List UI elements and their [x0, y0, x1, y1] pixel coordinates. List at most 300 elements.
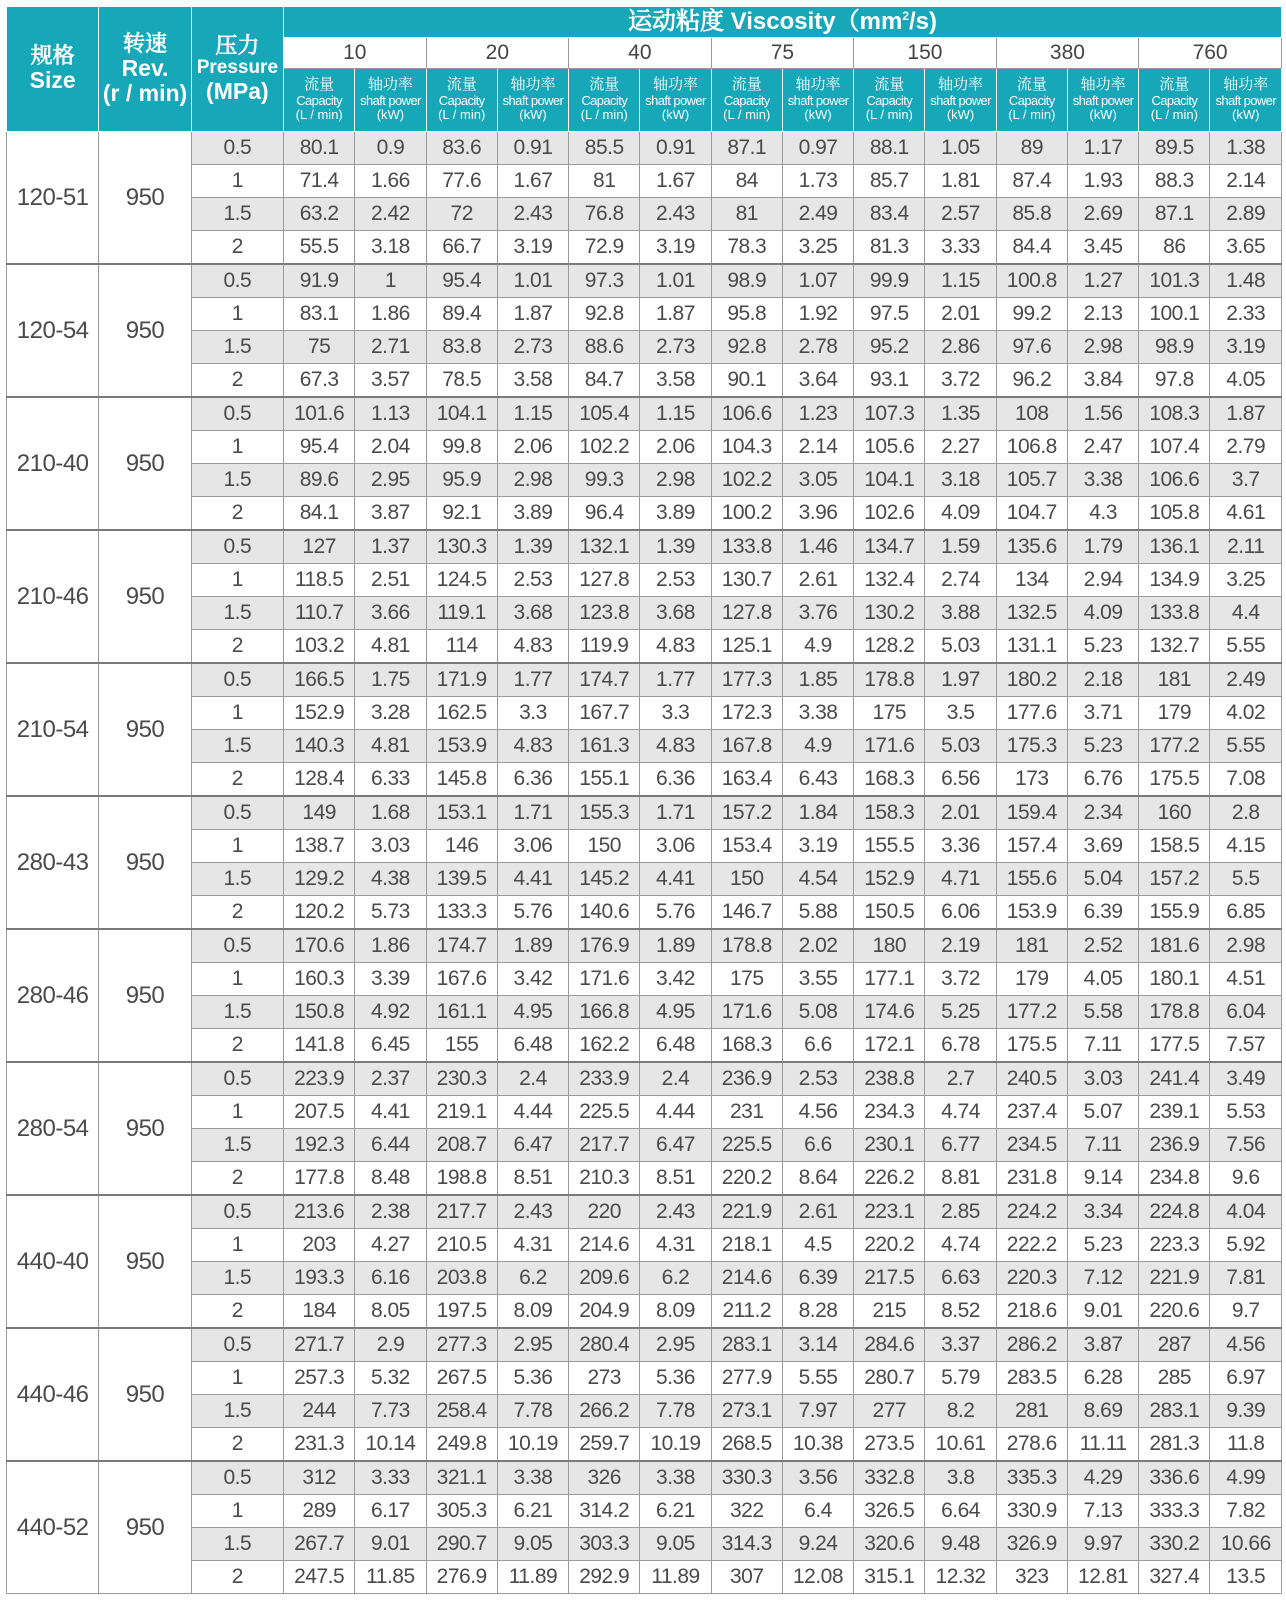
- shaft-power-cell: 3.18: [925, 464, 996, 497]
- shaft-power-cell: 3.87: [1067, 1328, 1138, 1362]
- shaft-power-cell: 3.03: [355, 830, 426, 863]
- capacity-subheader-unit: (L / min): [580, 107, 628, 123]
- capacity-cell: 234.5: [996, 1129, 1067, 1162]
- pressure-cell: 1: [191, 1362, 283, 1395]
- capacity-cell: 233.9: [569, 1062, 640, 1096]
- capacity-cell: 178.8: [854, 663, 925, 697]
- shaft-power-cell: 2.86: [925, 331, 996, 364]
- shaft-power-cell: 9.01: [355, 1528, 426, 1561]
- capacity-cell: 221.9: [711, 1195, 782, 1229]
- shaft-power-cell: 7.12: [1067, 1262, 1138, 1295]
- shaft-power-cell: 3.19: [497, 231, 568, 265]
- shaft-power-cell: 3.19: [782, 830, 853, 863]
- capacity-cell: 158.5: [1139, 830, 1210, 863]
- table-row: [7, 564, 1282, 597]
- capacity-cell: 323: [996, 1561, 1067, 1594]
- shaft-power-cell: 1.93: [1067, 165, 1138, 198]
- capacity-cell: 83.1: [284, 298, 355, 331]
- shaft-power-cell: 1.77: [640, 663, 711, 697]
- shaft-power-cell: 7.78: [640, 1395, 711, 1428]
- shaft-power-cell: 12.08: [782, 1561, 853, 1594]
- capacity-cell: 96.2: [996, 364, 1067, 398]
- capacity-cell: 166.5: [284, 663, 355, 697]
- rev-cell: 950: [99, 132, 191, 265]
- capacity-cell: 220: [569, 1195, 640, 1229]
- shaft-power-cell: 3.69: [1067, 830, 1138, 863]
- capacity-cell: 314.2: [569, 1495, 640, 1528]
- shaft-power-cell: 7.97: [782, 1395, 853, 1428]
- pressure-cell: 0.5: [191, 663, 283, 697]
- capacity-cell: 203.8: [426, 1262, 497, 1295]
- capacity-cell: 155.6: [996, 863, 1067, 896]
- size-cell: 440-46: [7, 1328, 99, 1461]
- capacity-cell: 92.1: [426, 497, 497, 531]
- capacity-cell: 180: [854, 929, 925, 963]
- capacity-cell: 119.9: [569, 630, 640, 664]
- shaft-power-subheader-cn: 轴功率: [652, 76, 698, 94]
- rev-cell: 950: [99, 397, 191, 530]
- shaft-power-cell: 6.2: [497, 1262, 568, 1295]
- capacity-cell: 283.1: [711, 1328, 782, 1362]
- shaft-power-cell: 5.58: [1067, 996, 1138, 1029]
- shaft-power-cell: 10.19: [497, 1428, 568, 1462]
- capacity-cell: 322: [711, 1495, 782, 1528]
- capacity-cell: 230.1: [854, 1129, 925, 1162]
- capacity-cell: 130.7: [711, 564, 782, 597]
- rev-cell: 950: [99, 796, 191, 929]
- capacity-cell: 177.6: [996, 697, 1067, 730]
- capacity-cell: 127: [284, 530, 355, 564]
- shaft-power-cell: 2.13: [1067, 298, 1138, 331]
- shaft-power-cell: 3.33: [355, 1461, 426, 1495]
- capacity-cell: 104.7: [996, 497, 1067, 531]
- shaft-power-subheader-en: shaft power: [502, 92, 564, 108]
- capacity-cell: 133.8: [711, 530, 782, 564]
- shaft-power-cell: 10.14: [355, 1428, 426, 1462]
- capacity-cell: 119.1: [426, 597, 497, 630]
- shaft-power-cell: 6.16: [355, 1262, 426, 1295]
- shaft-power-cell: 3.96: [782, 497, 853, 531]
- capacity-cell: 123.8: [569, 597, 640, 630]
- capacity-cell: 95.2: [854, 331, 925, 364]
- shaft-power-cell: 2.38: [355, 1195, 426, 1229]
- capacity-cell: 133.3: [426, 896, 497, 930]
- shaft-power-cell: 2.04: [355, 431, 426, 464]
- capacity-cell: 160.3: [284, 963, 355, 996]
- shaft-power-cell: 5.79: [925, 1362, 996, 1395]
- shaft-power-cell: 2.49: [782, 198, 853, 231]
- table-header: [7, 7, 1282, 132]
- shaft-power-cell: 5.36: [640, 1362, 711, 1395]
- capacity-cell: 330.9: [996, 1495, 1067, 1528]
- shaft-power-cell: 4.95: [640, 996, 711, 1029]
- shaft-power-cell: 2.18: [1067, 663, 1138, 697]
- shaft-power-cell: 6.77: [925, 1129, 996, 1162]
- shaft-power-cell: 2.01: [925, 298, 996, 331]
- capacity-cell: 98.9: [1139, 331, 1210, 364]
- pressure-cell: 2: [191, 231, 283, 265]
- shaft-power-cell: 5.5: [1210, 863, 1282, 896]
- capacity-cell: 231.8: [996, 1162, 1067, 1196]
- shaft-power-cell: 6.39: [782, 1262, 853, 1295]
- capacity-cell: 332.8: [854, 1461, 925, 1495]
- capacity-cell: 333.3: [1139, 1495, 1210, 1528]
- capacity-cell: 307: [711, 1561, 782, 1594]
- shaft-power-subheader-unit: (kW): [946, 107, 975, 123]
- shaft-power-cell: 4.04: [1210, 1195, 1282, 1229]
- shaft-power-cell: 2.27: [925, 431, 996, 464]
- capacity-cell: 92.8: [569, 298, 640, 331]
- capacity-subheader: [711, 69, 782, 132]
- capacity-cell: 286.2: [996, 1328, 1067, 1362]
- shaft-power-cell: 2.53: [782, 1062, 853, 1096]
- capacity-cell: 273.5: [854, 1428, 925, 1462]
- capacity-cell: 157.2: [711, 796, 782, 830]
- viscosity-value-header: 150: [854, 38, 997, 69]
- shaft-power-cell: 6.6: [782, 1029, 853, 1063]
- shaft-power-cell: 2.98: [1210, 929, 1282, 963]
- capacity-cell: 105.7: [996, 464, 1067, 497]
- capacity-cell: 131.1: [996, 630, 1067, 664]
- capacity-subheader-en: Capacity: [723, 92, 770, 108]
- capacity-subheader-cn: 流量: [304, 76, 335, 94]
- capacity-cell: 102.2: [569, 431, 640, 464]
- shaft-power-cell: 1.17: [1067, 132, 1138, 165]
- viscosity-header-prefix: 运动粘度 Viscosity（mm: [628, 7, 903, 35]
- shaft-power-subheader-cn: 轴功率: [938, 76, 984, 94]
- shaft-power-cell: 2.42: [355, 198, 426, 231]
- shaft-power-cell: 2.8: [1210, 796, 1282, 830]
- shaft-power-cell: 4.61: [1210, 497, 1282, 531]
- shaft-power-cell: 1.46: [782, 530, 853, 564]
- capacity-cell: 276.9: [426, 1561, 497, 1594]
- capacity-cell: 281: [996, 1395, 1067, 1428]
- capacity-cell: 78.3: [711, 231, 782, 265]
- capacity-cell: 247.5: [284, 1561, 355, 1594]
- shaft-power-cell: 1.56: [1067, 397, 1138, 431]
- capacity-cell: 336.6: [1139, 1461, 1210, 1495]
- capacity-cell: 108: [996, 397, 1067, 431]
- capacity-cell: 72.9: [569, 231, 640, 265]
- shaft-power-cell: 4.05: [1067, 963, 1138, 996]
- shaft-power-cell: 1.01: [497, 264, 568, 298]
- shaft-power-cell: 6.44: [355, 1129, 426, 1162]
- shaft-power-cell: 2.06: [497, 431, 568, 464]
- shaft-power-cell: 2.52: [1067, 929, 1138, 963]
- pressure-cell: 1: [191, 963, 283, 996]
- capacity-cell: 136.1: [1139, 530, 1210, 564]
- capacity-cell: 146.7: [711, 896, 782, 930]
- shaft-power-cell: 3.19: [1210, 331, 1282, 364]
- shaft-power-cell: 8.2: [925, 1395, 996, 1428]
- shaft-power-cell: 2.73: [497, 331, 568, 364]
- capacity-cell: 214.6: [711, 1262, 782, 1295]
- capacity-cell: 91.9: [284, 264, 355, 298]
- capacity-subheader-en: Capacity: [1008, 92, 1055, 108]
- capacity-cell: 97.5: [854, 298, 925, 331]
- table-row: [7, 730, 1282, 763]
- shaft-power-cell: 1.39: [640, 530, 711, 564]
- capacity-subheader: [569, 69, 640, 132]
- shaft-power-cell: 12.32: [925, 1561, 996, 1594]
- shaft-power-cell: 4.5: [782, 1229, 853, 1262]
- capacity-cell: 102.2: [711, 464, 782, 497]
- capacity-cell: 284.6: [854, 1328, 925, 1362]
- shaft-power-cell: 4.44: [497, 1096, 568, 1129]
- capacity-cell: 174.7: [426, 929, 497, 963]
- shaft-power-cell: 1.75: [355, 663, 426, 697]
- shaft-power-cell: 2.98: [640, 464, 711, 497]
- shaft-power-subheader-en: shaft power: [1072, 92, 1134, 108]
- capacity-cell: 231.3: [284, 1428, 355, 1462]
- capacity-cell: 96.4: [569, 497, 640, 531]
- capacity-subheader-unit: (L / min): [723, 107, 771, 123]
- capacity-cell: 171.6: [854, 730, 925, 763]
- shaft-power-cell: 5.03: [925, 630, 996, 664]
- capacity-cell: 273.1: [711, 1395, 782, 1428]
- viscosity-value-header: 10: [284, 38, 427, 69]
- capacity-cell: 181: [996, 929, 1067, 963]
- table-row: [7, 1029, 1282, 1063]
- shaft-power-cell: 5.36: [497, 1362, 568, 1395]
- shaft-power-cell: 9.01: [1067, 1295, 1138, 1329]
- pressure-cell: 0.5: [191, 1062, 283, 1096]
- capacity-cell: 105.4: [569, 397, 640, 431]
- capacity-cell: 84.1: [284, 497, 355, 531]
- capacity-cell: 209.6: [569, 1262, 640, 1295]
- capacity-cell: 181: [1139, 663, 1210, 697]
- capacity-cell: 236.9: [711, 1062, 782, 1096]
- shaft-power-subheader-en: shaft power: [360, 92, 421, 108]
- capacity-cell: 219.1: [426, 1096, 497, 1129]
- shaft-power-cell: 2.49: [1210, 663, 1282, 697]
- shaft-power-cell: 5.88: [782, 896, 853, 930]
- table-row: [7, 830, 1282, 863]
- capacity-subheader-unit: (L / min): [1008, 107, 1056, 123]
- pressure-cell: 1.5: [191, 331, 283, 364]
- table-row: [7, 896, 1282, 930]
- size-cell: 210-46: [7, 530, 99, 663]
- capacity-cell: 106.8: [996, 431, 1067, 464]
- shaft-power-cell: 2.53: [497, 564, 568, 597]
- capacity-cell: 83.8: [426, 331, 497, 364]
- capacity-cell: 285: [1139, 1362, 1210, 1395]
- capacity-cell: 140.6: [569, 896, 640, 930]
- shaft-power-subheader-unit: (kW): [376, 107, 405, 123]
- shaft-power-cell: 6.39: [1067, 896, 1138, 930]
- capacity-cell: 107.3: [854, 397, 925, 431]
- shaft-power-cell: 3.72: [925, 364, 996, 398]
- capacity-subheader-cn: 流量: [589, 76, 620, 94]
- capacity-cell: 83.6: [426, 132, 497, 165]
- shaft-power-cell: 6.56: [925, 763, 996, 797]
- capacity-cell: 84.4: [996, 231, 1067, 265]
- capacity-cell: 174.7: [569, 663, 640, 697]
- shaft-power-subheader: [782, 69, 853, 132]
- capacity-cell: 145.8: [426, 763, 497, 797]
- capacity-cell: 239.1: [1139, 1096, 1210, 1129]
- capacity-cell: 161.1: [426, 996, 497, 1029]
- shaft-power-cell: 5.76: [640, 896, 711, 930]
- capacity-cell: 139.5: [426, 863, 497, 896]
- capacity-cell: 259.7: [569, 1428, 640, 1462]
- capacity-cell: 220.3: [996, 1262, 1067, 1295]
- shaft-power-cell: 1.85: [782, 663, 853, 697]
- capacity-cell: 95.4: [426, 264, 497, 298]
- shaft-power-cell: 5.25: [925, 996, 996, 1029]
- capacity-cell: 241.4: [1139, 1062, 1210, 1096]
- capacity-cell: 277.9: [711, 1362, 782, 1395]
- pressure-cell: 0.5: [191, 796, 283, 830]
- shaft-power-cell: 4.29: [1067, 1461, 1138, 1495]
- shaft-power-cell: 3.65: [1210, 231, 1282, 265]
- capacity-cell: 104.1: [854, 464, 925, 497]
- shaft-power-cell: 2.47: [1067, 431, 1138, 464]
- table-row: [7, 697, 1282, 730]
- shaft-power-cell: 4.74: [925, 1229, 996, 1262]
- shaft-power-subheader: [1067, 69, 1138, 132]
- shaft-power-cell: 3.38: [1067, 464, 1138, 497]
- capacity-cell: 81: [711, 198, 782, 231]
- capacity-cell: 128.4: [284, 763, 355, 797]
- shaft-power-cell: 3.3: [497, 697, 568, 730]
- shaft-power-cell: 11.89: [497, 1561, 568, 1594]
- shaft-power-cell: 1.15: [497, 397, 568, 431]
- shaft-power-cell: 2.14: [1210, 165, 1282, 198]
- shaft-power-cell: 2.71: [355, 331, 426, 364]
- table-row: [7, 1428, 1282, 1462]
- shaft-power-subheader: [1210, 69, 1282, 132]
- capacity-cell: 95.8: [711, 298, 782, 331]
- capacity-cell: 157.4: [996, 830, 1067, 863]
- shaft-power-cell: 6.43: [782, 763, 853, 797]
- shaft-power-cell: 2.4: [497, 1062, 568, 1096]
- shaft-power-cell: 6.85: [1210, 896, 1282, 930]
- shaft-power-cell: 4.81: [355, 730, 426, 763]
- shaft-power-cell: 2.11: [1210, 530, 1282, 564]
- capacity-cell: 135.6: [996, 530, 1067, 564]
- shaft-power-cell: 3.14: [782, 1328, 853, 1362]
- shaft-power-cell: 2.53: [640, 564, 711, 597]
- capacity-cell: 161.3: [569, 730, 640, 763]
- shaft-power-cell: 8.48: [355, 1162, 426, 1196]
- size-header: [7, 7, 99, 132]
- shaft-power-cell: 3.38: [640, 1461, 711, 1495]
- capacity-cell: 168.3: [711, 1029, 782, 1063]
- shaft-power-cell: 1.67: [497, 165, 568, 198]
- shaft-power-subheader-en: shaft power: [930, 92, 991, 108]
- capacity-subheader: [854, 69, 925, 132]
- shaft-power-cell: 3.38: [497, 1461, 568, 1495]
- shaft-power-cell: 4.95: [497, 996, 568, 1029]
- shaft-power-cell: 4.54: [782, 863, 853, 896]
- capacity-cell: 89: [996, 132, 1067, 165]
- capacity-cell: 208.7: [426, 1129, 497, 1162]
- shaft-power-cell: 2.95: [355, 464, 426, 497]
- capacity-cell: 140.3: [284, 730, 355, 763]
- shaft-power-cell: 2.57: [925, 198, 996, 231]
- pressure-cell: 2: [191, 1561, 283, 1594]
- capacity-cell: 100.2: [711, 497, 782, 531]
- capacity-cell: 85.5: [569, 132, 640, 165]
- pressure-cell: 0.5: [191, 132, 283, 165]
- capacity-cell: 192.3: [284, 1129, 355, 1162]
- capacity-cell: 89.6: [284, 464, 355, 497]
- capacity-cell: 149: [284, 796, 355, 830]
- capacity-cell: 281.3: [1139, 1428, 1210, 1462]
- capacity-cell: 83.4: [854, 198, 925, 231]
- shaft-power-cell: 1.71: [497, 796, 568, 830]
- shaft-power-cell: 4.83: [640, 630, 711, 664]
- viscosity-value-header: 760: [1139, 38, 1282, 69]
- pressure-cell: 2: [191, 1029, 283, 1063]
- shaft-power-cell: 3.88: [925, 597, 996, 630]
- shaft-power-cell: 11.8: [1210, 1428, 1282, 1462]
- shaft-power-subheader: [640, 69, 711, 132]
- capacity-cell: 105.6: [854, 431, 925, 464]
- capacity-cell: 99.9: [854, 264, 925, 298]
- capacity-subheader-unit: (L / min): [865, 107, 913, 123]
- capacity-cell: 95.4: [284, 431, 355, 464]
- shaft-power-subheader: [925, 69, 996, 132]
- capacity-cell: 150: [569, 830, 640, 863]
- capacity-cell: 167.7: [569, 697, 640, 730]
- shaft-power-cell: 1.81: [925, 165, 996, 198]
- capacity-cell: 87.1: [711, 132, 782, 165]
- rev-cell: 950: [99, 264, 191, 397]
- shaft-power-cell: 3.19: [640, 231, 711, 265]
- capacity-cell: 55.5: [284, 231, 355, 265]
- capacity-cell: 305.3: [426, 1495, 497, 1528]
- shaft-power-cell: 1.35: [925, 397, 996, 431]
- pressure-cell: 1: [191, 830, 283, 863]
- shaft-power-cell: 2.37: [355, 1062, 426, 1096]
- viscosity-value-header: 40: [569, 38, 712, 69]
- shaft-power-cell: 3.42: [640, 963, 711, 996]
- capacity-cell: 145.2: [569, 863, 640, 896]
- shaft-power-subheader-en: shaft power: [645, 92, 706, 108]
- shaft-power-cell: 3.5: [925, 697, 996, 730]
- shaft-power-cell: 3.68: [640, 597, 711, 630]
- shaft-power-cell: 6.48: [640, 1029, 711, 1063]
- shaft-power-cell: 3.64: [782, 364, 853, 398]
- shaft-power-cell: 13.5: [1210, 1561, 1282, 1594]
- shaft-power-cell: 3.68: [497, 597, 568, 630]
- capacity-cell: 177.3: [711, 663, 782, 697]
- capacity-cell: 76.8: [569, 198, 640, 231]
- capacity-cell: 198.8: [426, 1162, 497, 1196]
- pressure-cell: 1.5: [191, 996, 283, 1029]
- shaft-power-cell: 1.73: [782, 165, 853, 198]
- shaft-power-cell: 4.9: [782, 730, 853, 763]
- capacity-cell: 80.1: [284, 132, 355, 165]
- capacity-cell: 152.9: [854, 863, 925, 896]
- pressure-cell: 2: [191, 896, 283, 930]
- pressure-cell: 1: [191, 165, 283, 198]
- capacity-cell: 180.2: [996, 663, 1067, 697]
- shaft-power-cell: 2.73: [640, 331, 711, 364]
- shaft-power-cell: 3.76: [782, 597, 853, 630]
- shaft-power-cell: 5.07: [1067, 1096, 1138, 1129]
- shaft-power-cell: 3.28: [355, 697, 426, 730]
- capacity-cell: 204.9: [569, 1295, 640, 1329]
- capacity-cell: 99.3: [569, 464, 640, 497]
- capacity-cell: 220.2: [711, 1162, 782, 1196]
- shaft-power-cell: 2.9: [355, 1328, 426, 1362]
- capacity-subheader-cn: 流量: [1159, 76, 1190, 94]
- capacity-cell: 231: [711, 1096, 782, 1129]
- shaft-power-cell: 4.41: [355, 1096, 426, 1129]
